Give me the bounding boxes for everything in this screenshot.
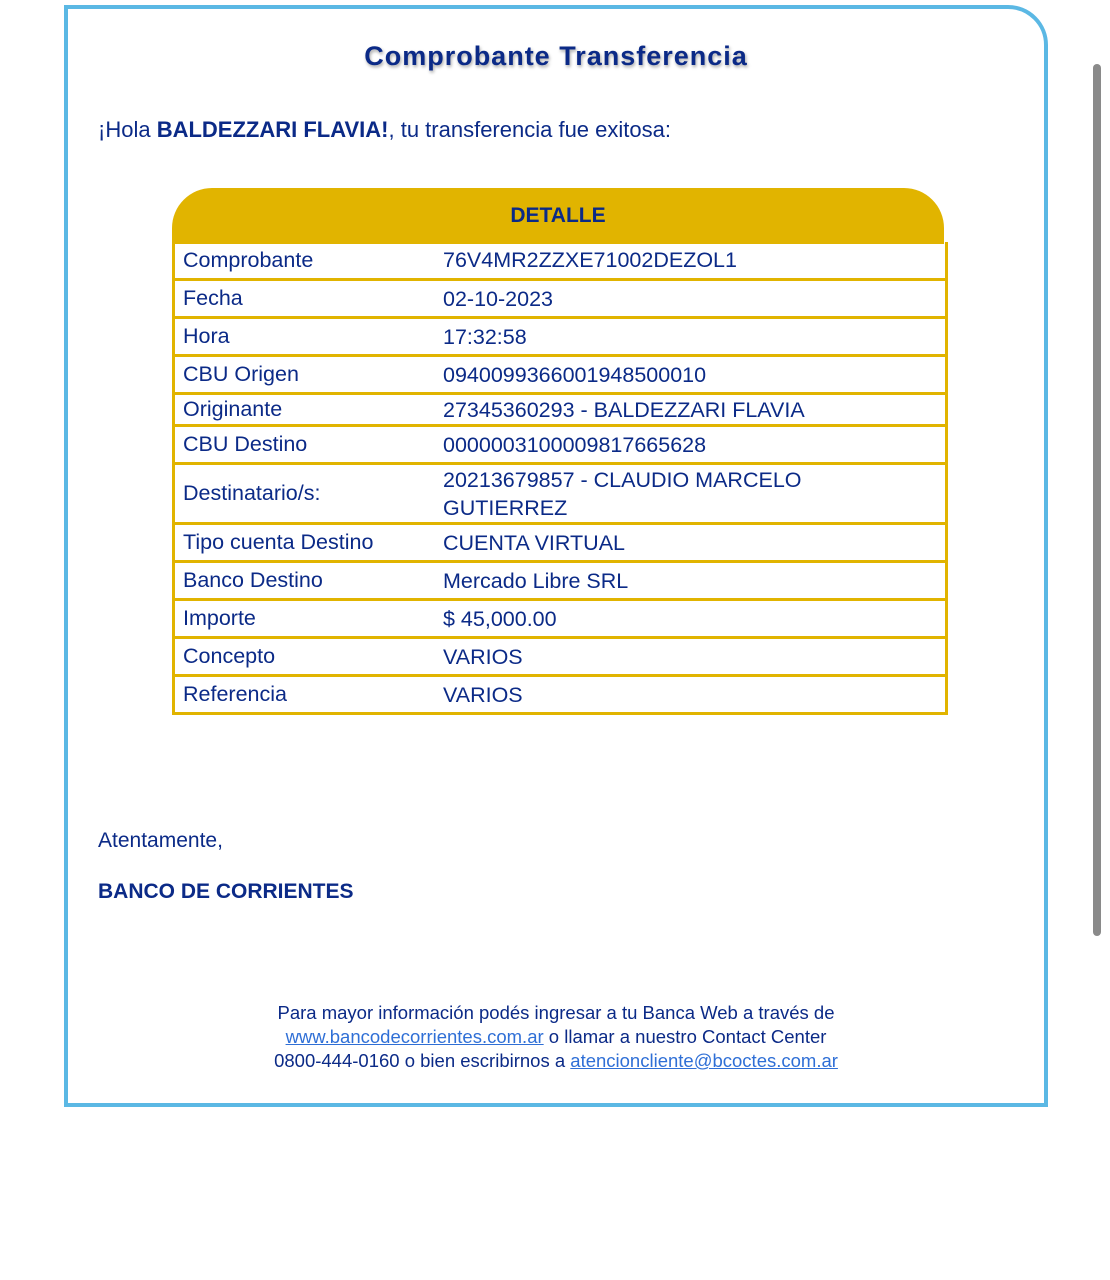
row-value: VARIOS [443,644,523,669]
email-link[interactable]: atencioncliente@bcoctes.com.ar [570,1050,838,1071]
row-value: 17:32:58 [443,324,527,349]
receipt-frame [64,5,1048,1107]
row-value: 0940099366001948500010 [443,362,707,387]
greeting-line [98,117,671,143]
detail-table-header: DETALLE [172,188,944,244]
row-label: Referencia [183,682,287,706]
table-row [175,560,945,598]
row-value: Mercado Libre SRL [443,568,629,593]
greeting-prefix: ¡Hola [98,117,157,142]
row-label: Hora [183,324,230,348]
row-value: VARIOS [443,682,523,707]
footer-line-1: Para mayor información podés ingresar a tu Banca Web a través de [277,1002,835,1023]
footer-info [68,1001,1044,1073]
row-label: Concepto [183,644,276,668]
detail-table [172,242,948,715]
row-label: CBU Origen [183,362,299,386]
row-label: CBU Destino [183,432,308,456]
row-label: Importe [183,606,256,630]
row-label: Tipo cuenta Destino [183,530,374,554]
row-value: 02-10-2023 [443,286,553,311]
table-row [175,392,945,424]
bank-signature: BANCO DE CORRIENTES [98,880,354,903]
table-row [175,636,945,674]
table-row [175,278,945,316]
table-row [175,522,945,560]
table-row [175,354,945,392]
row-value: CUENTA VIRTUAL [443,530,625,555]
footer-line-3-text: 0800-444-0160 o bien escribirnos a [274,1050,571,1071]
row-label: Comprobante [183,247,314,272]
closing-regards: Atentamente, [98,829,223,852]
row-value: 0000003100009817665628 [443,432,707,457]
row-label: Destinatario/s: [183,481,321,505]
table-row [175,316,945,354]
row-value: 20213679857 - CLAUDIO MARCELO GUTIERREZ [443,467,802,520]
footer-line-2 [68,1025,1044,1049]
table-row [175,462,945,522]
website-link[interactable]: www.bancodecorrientes.com.ar [285,1026,544,1047]
row-label: Originante [183,397,283,421]
table-row [175,598,945,636]
footer-line-3 [68,1049,1044,1073]
table-row [175,424,945,462]
table-row [175,242,945,278]
row-label: Fecha [183,286,243,310]
row-label: Banco Destino [183,568,323,592]
vertical-scrollbar[interactable] [1093,64,1101,936]
row-value: $ 45,000.00 [443,606,557,631]
page-title: Comprobante Transferencia [364,41,748,71]
row-value: 76V4MR2ZZXE71002DEZOL1 [443,248,737,272]
footer-line-2-text: o llamar a nuestro Contact Center [543,1026,827,1047]
greeting-suffix: , tu transferencia fue exitosa: [388,117,671,142]
table-row [175,674,945,712]
row-value: 27345360293 - BALDEZZARI FLAVIA [443,397,805,422]
customer-name: BALDEZZARI FLAVIA! [156,117,389,142]
